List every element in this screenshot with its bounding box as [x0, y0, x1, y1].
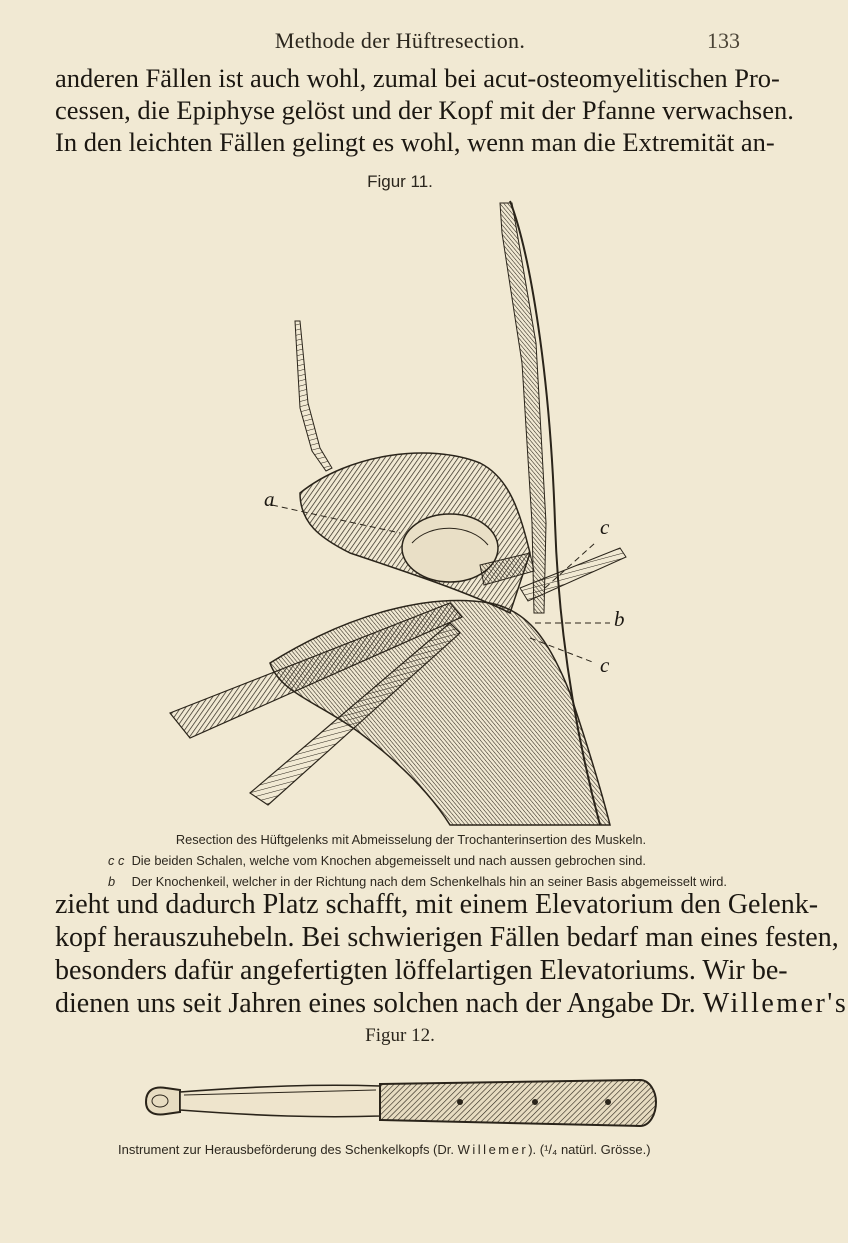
paragraph-top: [55, 62, 794, 158]
caption-text: Instrument zur Herausbeförderung des Schenkelkopfs (Dr.: [118, 1142, 455, 1157]
figure-12-caption: [118, 1139, 738, 1160]
figure-12-illustration: [140, 1072, 660, 1134]
page-number: 133: [707, 28, 740, 53]
text-line: cessen, die Epiphyse gelöst und der Kopf mit der Pfanne verwachsen.: [55, 95, 794, 125]
author-name: Willemer's: [702, 988, 848, 1019]
text-line: besonders dafür angefertigten löffelartigen Elevatoriums. Wir be-: [55, 955, 788, 986]
caption-scale: ). (¹/₄ natürl. Grösse.): [528, 1142, 651, 1157]
figure-11-label: Figur 11.: [367, 172, 433, 191]
figure-letter-b: b: [614, 607, 625, 631]
figure-11-illustration: [150, 193, 670, 825]
caption-key: c c: [108, 853, 125, 868]
author-name: Willemer: [457, 1142, 529, 1157]
text-line: [55, 987, 848, 1020]
caption-main: Resection des Hüftgelenks mit Abmeisselung der Trochanterinsertion des Muskeln.: [175, 832, 647, 847]
figure-letter-c-top: c: [600, 515, 610, 539]
caption-note-cc: [108, 850, 708, 871]
hip-resection-engraving: [150, 193, 670, 825]
running-title: Methode der Hüftresection.: [274, 28, 526, 53]
figure-letter-a: a: [264, 487, 275, 511]
text-line: zieht und dadurch Platz schafft, mit einem Elevatorium den Gelenk-: [55, 889, 819, 920]
figure-11-caption: [108, 829, 727, 892]
figure-letter-c-bottom: c: [600, 653, 610, 677]
text-line: anderen Fällen ist auch wohl, zumal bei acut-osteomyelitischen Pro-: [55, 63, 780, 93]
running-head: [0, 28, 800, 56]
caption-key: b: [108, 874, 116, 889]
paragraph-bottom: [55, 888, 848, 1020]
caption-note-text: Der Knochenkeil, welcher in der Richtung nach dem Schenkelhals hin an seiner Basis abgemeisselt wird.: [131, 874, 727, 889]
figure-12-label: Figur 12.: [365, 1025, 435, 1046]
caption-note-text: Die beiden Schalen, welche vom Knochen abgemeisselt und nach aussen gebrochen sind.: [131, 853, 646, 868]
text-line: In den leichten Fällen gelingt es wohl, wenn man die Extremität an-: [55, 127, 775, 157]
text-line: kopf herauszuhebeln. Bei schwierigen Fällen bedarf man eines festen,: [55, 922, 839, 953]
text-line-start: dienen uns seit Jahren eines solchen nach der Angabe Dr.: [55, 988, 696, 1019]
elevator-instrument-engraving: [140, 1072, 660, 1134]
